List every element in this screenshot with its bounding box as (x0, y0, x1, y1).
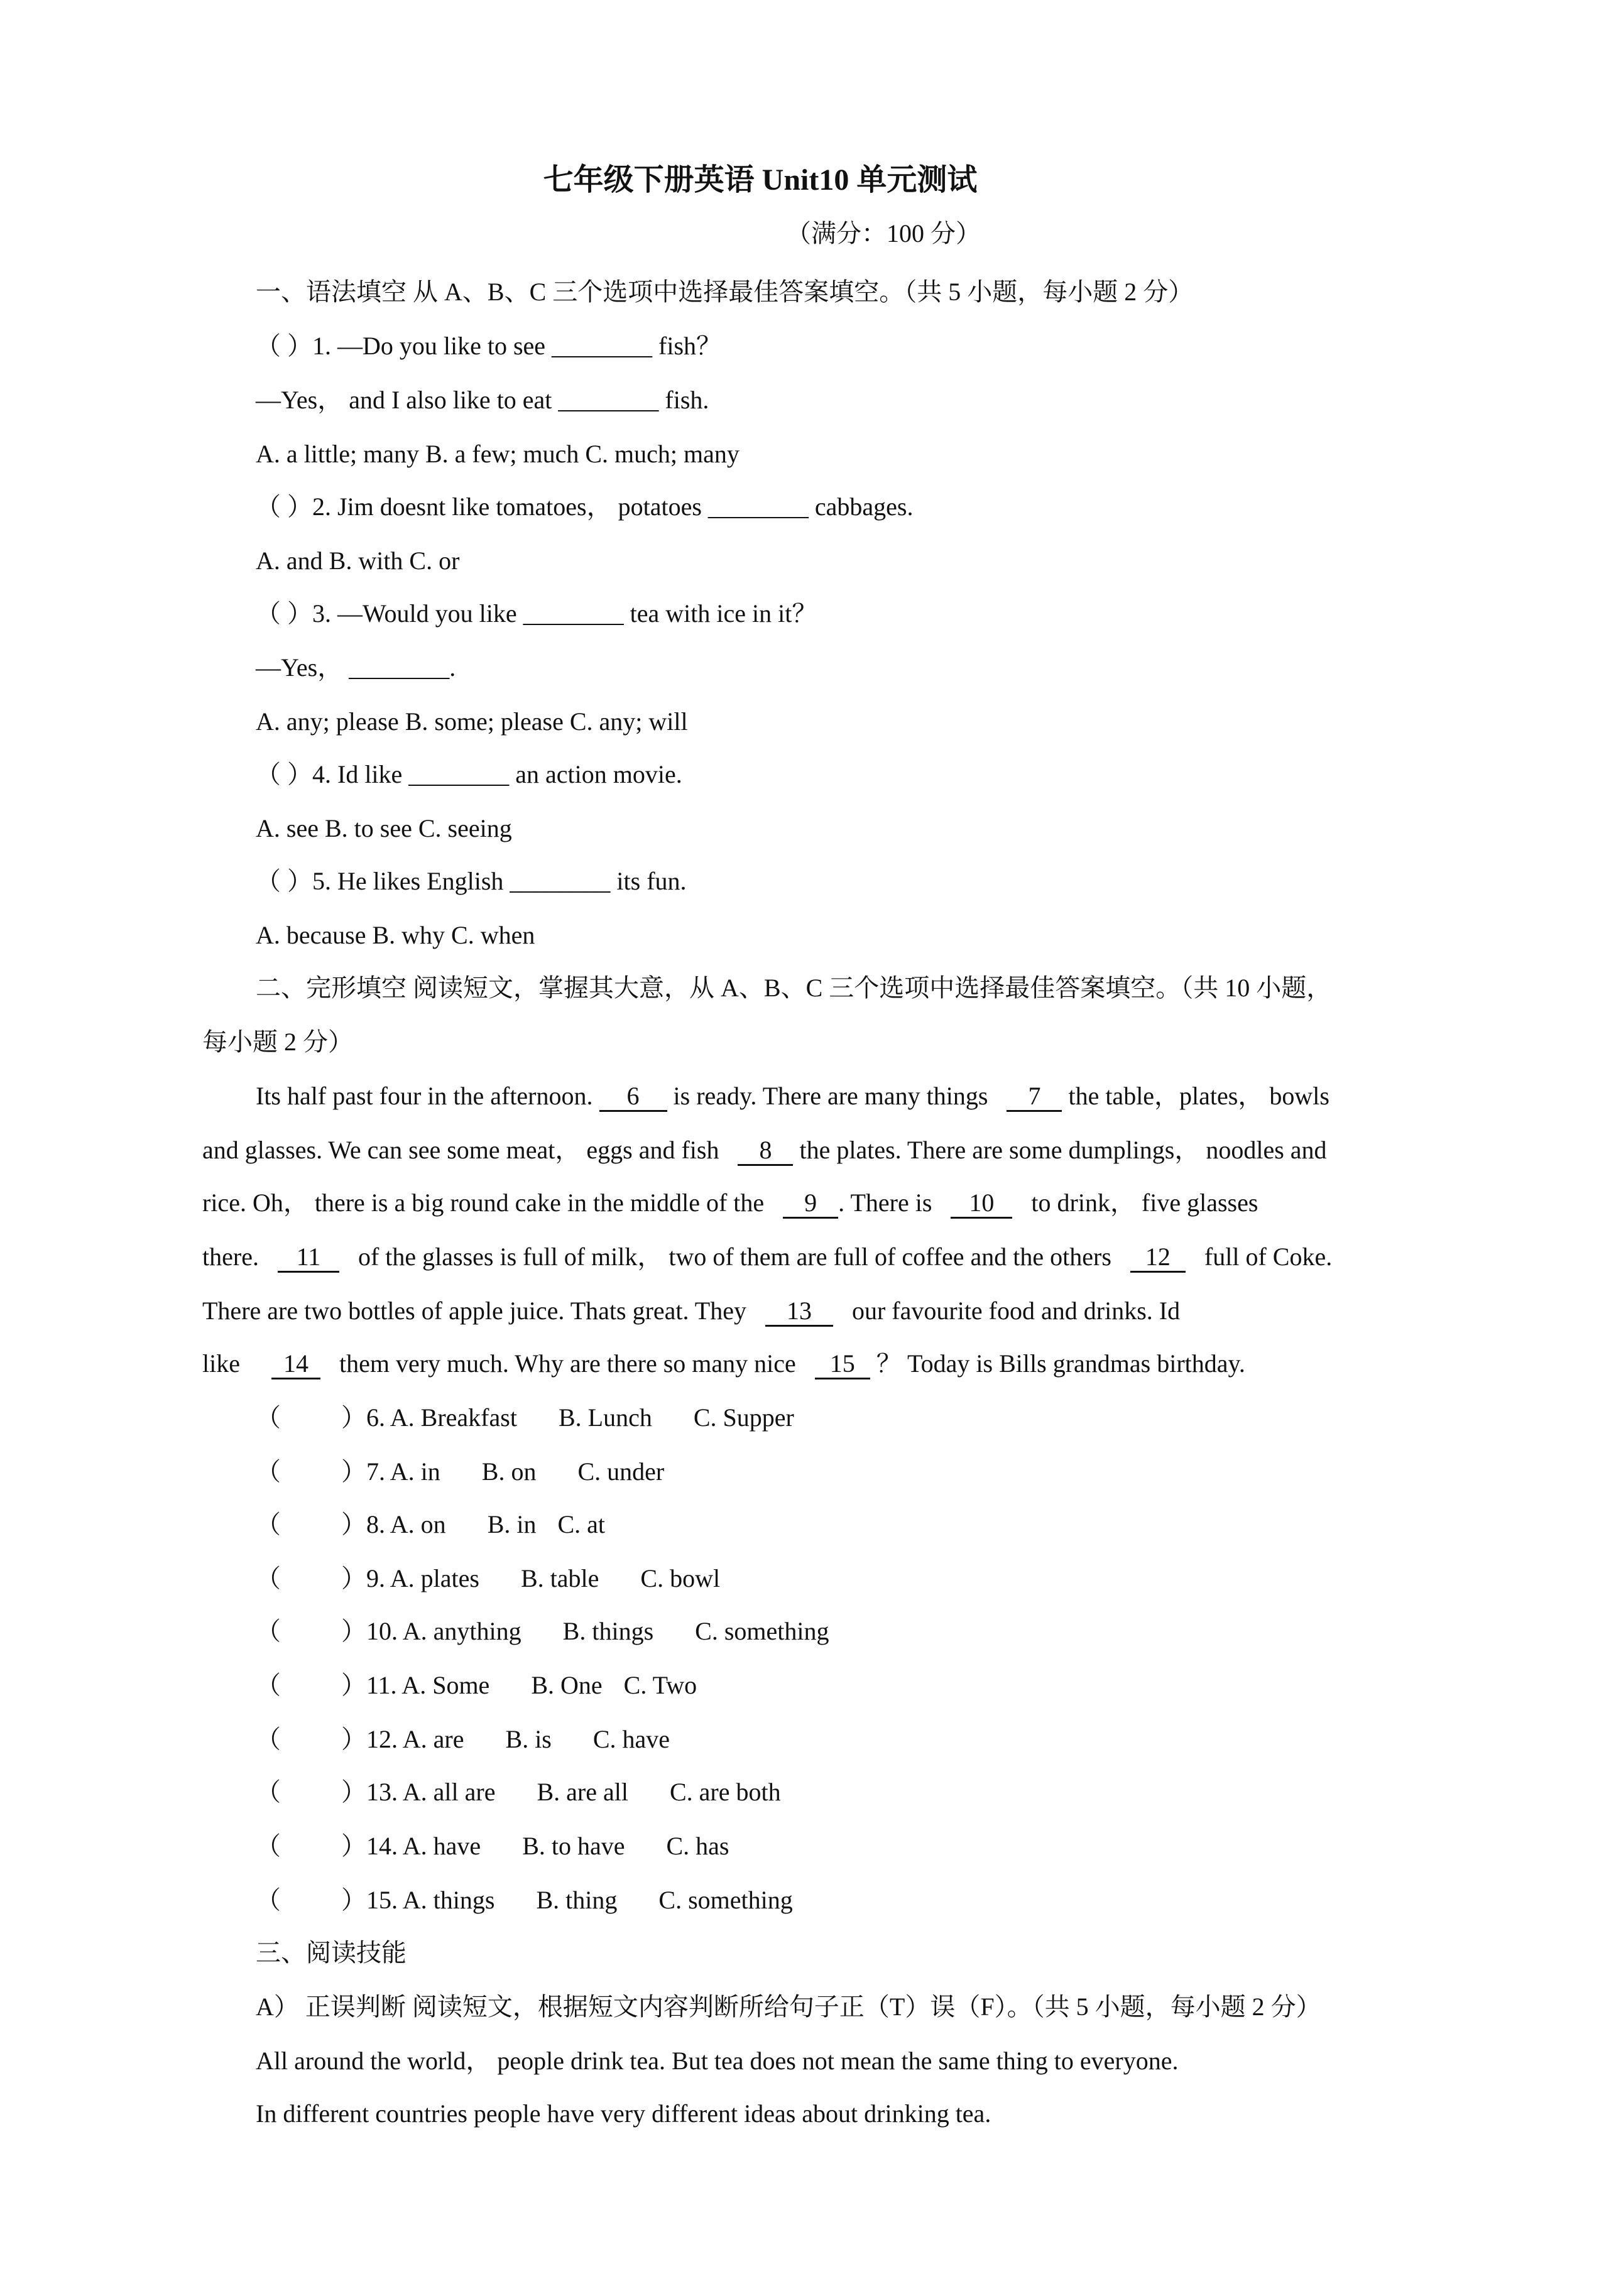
q5-line: （ ）5. He likes English ________ its fun. (256, 867, 687, 895)
cloze-question: （ ）8. A. on B. in C. at (256, 1510, 606, 1538)
blank-14: 14 (271, 1350, 320, 1379)
passage-line-6: like 14 them very much. Why are there so many nice 15 ？ Today is Bills grandmas birthday. (202, 1346, 1245, 1381)
q1-answer-line: —Yes， and I also like to eat ________ fish. (256, 386, 709, 414)
blank-13: 13 (765, 1297, 833, 1327)
q5-options: A. because B. why C. when (256, 921, 535, 949)
cloze-question: （ ）12. A. are B. is C. have (256, 1725, 670, 1753)
reading-line-2: In different countries people have very different ideas about drinking tea. (256, 2099, 991, 2128)
passage-line-2: and glasses. We can see some meat， eggs and fish 8 the plates. There are some dumplings， noodles and (202, 1133, 1327, 1168)
cloze-question: （ ）6. A. Breakfast B. Lunch C. Supper (256, 1403, 794, 1432)
q2-line: （ ）2. Jim doesnt like tomatoes， potatoes ________ cabbages. (256, 492, 914, 521)
blank-10: 10 (951, 1189, 1012, 1219)
blank-6: 6 (599, 1082, 667, 1112)
page-title: 七年级下册英语 Unit10 单元测试 (543, 163, 978, 197)
cloze-question: （ ）9. A. plates B. table C. bowl (256, 1564, 721, 1592)
q1-line: （ ）1. —Do you like to see ________ fish？ (256, 332, 722, 360)
q3-options: A. any; please B. some; please C. any; will (256, 707, 688, 736)
reading-line-1: All around the world， people drink tea. But tea does not mean the same thing to everyone. (256, 2047, 1179, 2075)
cloze-question: （ ）10. A. anything B. things C. something (256, 1617, 829, 1645)
cloze-question: （ ）15. A. things B. thing C. something (256, 1886, 793, 1914)
q4-options: A. see B. to see C. seeing (256, 814, 512, 842)
blank-15: 15 (815, 1350, 870, 1379)
q4-line: （ ）4. Id like ________ an action movie. (256, 760, 682, 788)
q3-line: （ ）3. —Would you like ________ tea with ice in it？ (256, 599, 817, 628)
section2-heading: 二、完形填空 阅读短文，掌握其大意，从 A、B、C 三个选项中选择最佳答案填空。（共 10 小题， (256, 974, 1332, 1002)
passage-line-5: There are two bottles of apple juice. Thats great. They 13 our favourite food and drinks. Id (202, 1293, 1180, 1329)
blank-8: 8 (738, 1136, 793, 1166)
section2-heading-cont: 每小题 2 分） (202, 1028, 353, 1056)
q1-options: A. a little; many B. a few; much C. much; many (256, 440, 740, 468)
cloze-question: （ ）11. A. Some B. One C. Two (256, 1671, 697, 1699)
blank-7: 7 (1007, 1082, 1062, 1112)
cloze-question: （ ）13. A. all are B. are all C. are both (256, 1778, 781, 1806)
passage-line-4: there. 11 of the glasses is full of milk， two of them are full of coffee and the others 12 full of Coke. (202, 1239, 1332, 1275)
passage-line-1: Its half past four in the afternoon. 6 is ready. There are many things 7 the table，plates， bowls (256, 1079, 1329, 1114)
blank-11: 11 (278, 1243, 339, 1273)
passage-line-3: rice. Oh， there is a big round cake in the middle of the 9 . There is 10 to drink， five glasses (202, 1185, 1258, 1221)
cloze-question: （ ）7. A. in B. on C. under (256, 1457, 665, 1486)
section3-subheading: A） 正误判断 阅读短文，根据短文内容判断所给句子正（T）误（F）。（共 5 小题，每小题 2 分） (256, 1993, 1321, 2021)
section1-heading: 一、语法填空 从 A、B、C 三个选项中选择最佳答案填空。（共 5 小题，每小题 2 分） (256, 278, 1194, 306)
q3-answer-line: —Yes， ________. (256, 653, 456, 682)
cloze-question: （ ）14. A. have B. to have C. has (256, 1832, 729, 1860)
score-note: （满分：100 分） (786, 219, 981, 248)
section3-heading: 三、阅读技能 (256, 1939, 407, 1967)
q2-options: A. and B. with C. or (256, 547, 460, 575)
blank-9: 9 (783, 1189, 838, 1219)
blank-12: 12 (1130, 1243, 1186, 1273)
